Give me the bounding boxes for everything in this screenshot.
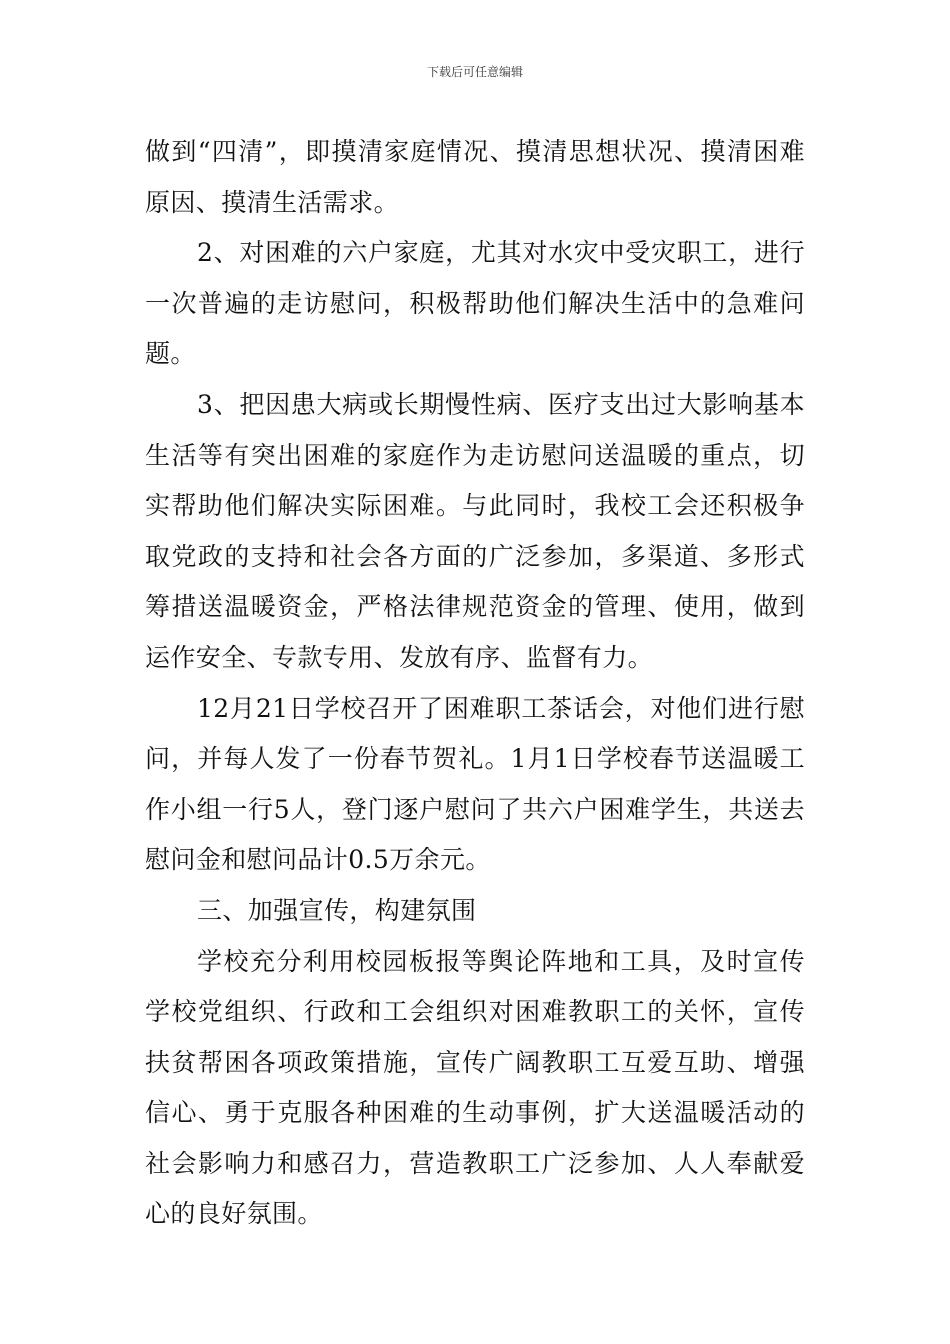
paragraph-publicity: 学校充分利用校园板报等舆论阵地和工具，及时宣传学校党组织、行政和工会组织对困难教职工的关怀，宣传扶贫帮困各项政策措施，宣传广阔教职工互爱互助、增强信心、勇于克服各种困难的生动事例，扩大送温暖活动的社会影响力和感召力，营造教职工广泛参加、人人奉献爱心的良好氛围。 — [145, 946, 805, 1229]
paragraph-continuation: 做到“四清”，即摸清家庭情况、摸清思想状况、摸清困难原因、摸清生活需求。 — [145, 137, 805, 217]
page-header-note: 下载后可任意编辑 — [426, 65, 523, 79]
section-heading-3: 三、加强宣传，构建氛围 — [197, 895, 477, 925]
paragraph-item-3: 3、把因患大病或长期慢性病、医疗支出过大影响基本生活等有突出困难的家庭作为走访慰问送温暖的重点，切实帮助他们解决实际困难。与此同时，我校工会还积极争取党政的支持和社会各方面的广泛参加，多渠道、多形式筹措送温暖资金，严格法律规范资金的管理、使用，做到运作安全、专款专用、发放有序、监督有力。 — [145, 389, 805, 672]
paragraph-tea-party: 12月21日学校召开了困难职工茶话会，对他们进行慰问，并每人发了一份春节贺礼。1月1日学校春节送温暖工作小组一行5人，登门逐户慰问了共六户困难学生，共送去慰问金和慰问品计0.5万余元。 — [145, 693, 805, 875]
paragraph-item-2: 2、对困难的六户家庭，尤其对水灾中受灾职工，进行一次普遍的走访慰问，积极帮助他们解决生活中的急难问题。 — [145, 238, 805, 369]
document-body — [145, 127, 805, 1240]
